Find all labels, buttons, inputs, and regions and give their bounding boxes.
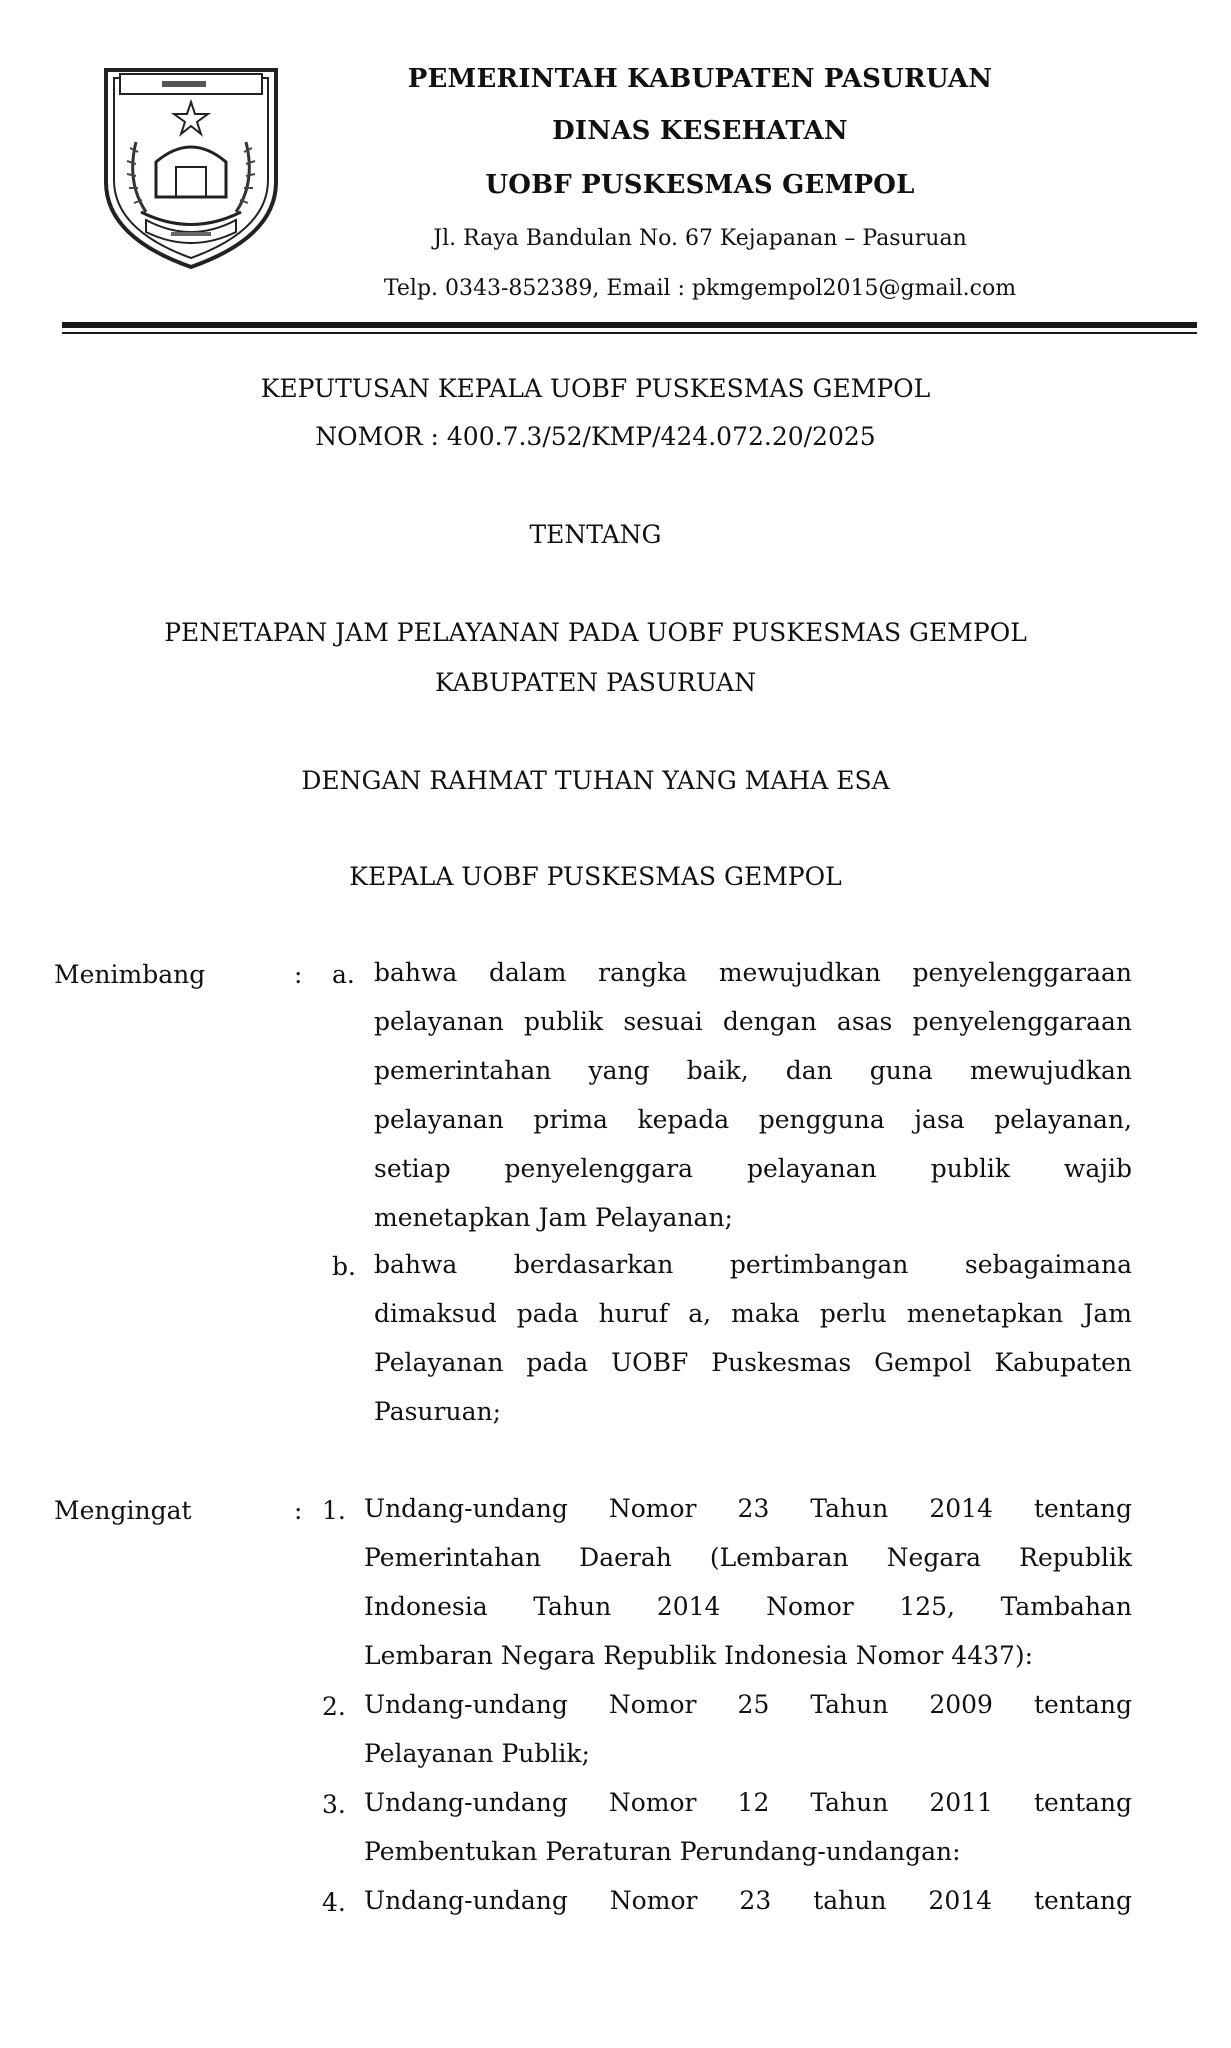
decision-title: KEPUTUSAN KEPALA UOBF PUSKESMAS GEMPOL [260, 374, 931, 403]
list-item-line: bahwa berdasarkan pertimbangan sebagaimana [374, 1250, 1132, 1279]
list-item-line: Undang-undang Nomor 23 Tahun 2014 tentang [364, 1494, 1132, 1523]
decision-subject-line2: KABUPATEN PASURUAN [435, 668, 756, 697]
section-colon: : [294, 1496, 303, 1525]
list-item-line: Pembentukan Peraturan Perundang-undangan: [364, 1837, 961, 1866]
list-marker: b. [332, 1252, 356, 1281]
list-marker: 4. [322, 1888, 346, 1917]
letterhead-rule-thick [62, 322, 1197, 328]
list-marker: 3. [322, 1790, 346, 1819]
list-marker: 2. [322, 1692, 346, 1721]
list-item [364, 1778, 1132, 1876]
section-label-mengingat: Mengingat [54, 1496, 192, 1525]
list-item-line: Pelayanan Publik; [364, 1739, 590, 1768]
list-item [374, 948, 1132, 1242]
list-item-line: pelayanan prima kepada pengguna jasa pelayanan, [374, 1105, 1132, 1134]
list-marker: 1. [322, 1496, 346, 1525]
header-government: PEMERINTAH KABUPATEN PASURUAN [407, 64, 993, 94]
kabupaten-pasuruan-crest-icon [96, 62, 286, 272]
list-item-line: Pasuruan; [374, 1397, 502, 1426]
list-marker: a. [332, 960, 355, 989]
section-label-menimbang: Menimbang [54, 960, 206, 989]
header-agency: DINAS KESEHATAN [552, 116, 848, 146]
list-item-line: pemerintahan yang baik, dan guna mewujudkan [374, 1056, 1132, 1085]
list-item-line: menetapkan Jam Pelayanan; [374, 1203, 733, 1232]
header-address: Jl. Raya Bandulan No. 67 Kejapanan – Pasuruan [433, 226, 967, 251]
decision-about: TENTANG [529, 520, 662, 549]
header-unit: UOBF PUSKESMAS GEMPOL [485, 170, 915, 200]
regency-logo [96, 62, 286, 272]
list-item-line: setiap penyelenggara pelayanan publik wajib [374, 1154, 1132, 1183]
list-item-line: dimaksud pada huruf a, maka perlu menetapkan Jam [374, 1299, 1132, 1328]
decision-authority: KEPALA UOBF PUSKESMAS GEMPOL [349, 862, 842, 891]
list-item-line: Undang-undang Nomor 25 Tahun 2009 tentang [364, 1690, 1132, 1719]
list-item-line: bahwa dalam rangka mewujudkan penyelenggaraan [374, 958, 1132, 987]
section-colon: : [294, 960, 303, 989]
list-item [364, 1680, 1132, 1778]
list-item-line: Pemerintahan Daerah (Lembaran Negara Republik [364, 1543, 1132, 1572]
decision-number: NOMOR : 400.7.3/52/KMP/424.072.20/2025 [315, 422, 876, 451]
list-item [374, 1240, 1132, 1436]
list-item [364, 1876, 1132, 1925]
list-item [364, 1484, 1132, 1680]
list-item-line: pelayanan publik sesuai dengan asas penyelenggaraan [374, 1007, 1132, 1036]
decision-subject-line1: PENETAPAN JAM PELAYANAN PADA UOBF PUSKESMAS GEMPOL [164, 618, 1027, 647]
list-item-line: Pelayanan pada UOBF Puskesmas Gempol Kabupaten [374, 1348, 1132, 1377]
list-item-line: Lembaran Negara Republik Indonesia Nomor 4437): [364, 1641, 1034, 1670]
list-item-line: Undang-undang Nomor 23 tahun 2014 tentang [364, 1886, 1132, 1915]
letterhead-rule-thin [62, 332, 1197, 334]
list-item-line: Undang-undang Nomor 12 Tahun 2011 tentang [364, 1788, 1132, 1817]
decision-blessing: DENGAN RAHMAT TUHAN YANG MAHA ESA [301, 766, 890, 795]
list-item-line: Indonesia Tahun 2014 Nomor 125, Tambahan [364, 1592, 1132, 1621]
header-contact: Telp. 0343-852389, Email : pkmgempol2015@gmail.com [383, 276, 1017, 301]
